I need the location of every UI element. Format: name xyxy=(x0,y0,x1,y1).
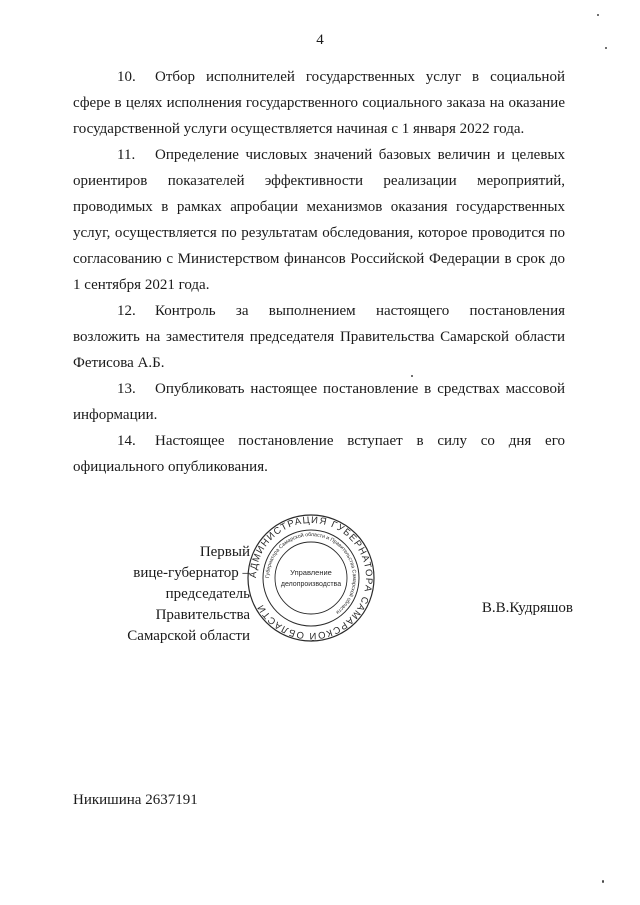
paragraph-number: 12. xyxy=(117,303,136,319)
scan-speck xyxy=(605,47,607,49)
scan-speck xyxy=(411,375,413,377)
paragraph-number: 14. xyxy=(117,433,136,449)
paragraph-text: Опубликовать настоящее постановление в средствах массовой информации. xyxy=(73,381,565,423)
signatory-title-line: Первый xyxy=(199,544,250,560)
paragraph-14 xyxy=(73,428,565,480)
stamp-seal-icon xyxy=(245,512,377,644)
document-body xyxy=(73,64,565,480)
official-stamp xyxy=(245,512,377,644)
scan-speck xyxy=(597,14,599,16)
signatory-name: В.В.Кудряшов xyxy=(481,600,573,616)
paragraph-13 xyxy=(73,376,565,428)
page-number: 4 xyxy=(316,32,324,48)
paragraph-text: Настоящее постановление вступает в силу со дня его официального опубликования. xyxy=(73,433,565,475)
paragraph-10 xyxy=(73,64,565,142)
stamp-center-line: делопроизводства xyxy=(280,581,342,588)
executor-info: Никишина 2637191 xyxy=(73,792,198,808)
stamp-outer-text: АДМИНИСТРАЦИЯ ГУБЕРНАТОРА САМАРСКОЙ ОБЛАСТИ xyxy=(247,514,375,642)
signatory-title-line: Самарской области xyxy=(127,628,250,644)
paragraph-text: Отбор исполнителей государственных услуг в социальной сфере в целях исполнения государственного социального заказа на оказание государственной услуги осуществляется начиная с 1 января 2022 года. xyxy=(73,69,565,137)
paragraph-12 xyxy=(73,298,565,376)
scan-speck xyxy=(602,880,604,883)
paragraph-number: 10. xyxy=(117,69,136,85)
stamp-inner-text: Губернатора Самарской области и Правительства Самарской области xyxy=(264,531,358,616)
paragraph-number: 13. xyxy=(117,381,136,397)
signatory-title-line: председатель Правительства xyxy=(155,586,250,623)
paragraph-text: Контроль за выполнением настоящего постановления возложить на заместителя председателя Правительства Самарской области Фетисова А.Б. xyxy=(73,303,565,371)
stamp-center-line: Управление xyxy=(290,568,332,577)
paragraph-number: 11. xyxy=(117,147,136,163)
signatory-title-line: вице-губернатор – xyxy=(133,565,250,581)
paragraph-11 xyxy=(73,142,565,298)
paragraph-text: Определение числовых значений базовых величин и целевых ориентиров показателей эффективности реализации мероприятий, проводимых в рамках апробации механизмов оказания государственных услуг, осуществляется по результатам обследования, которое проводится по согласованию с Министерством финансов Российской Федерации в срок до 1 сентября 2021 года. xyxy=(73,147,565,293)
signatory-title xyxy=(100,542,250,647)
